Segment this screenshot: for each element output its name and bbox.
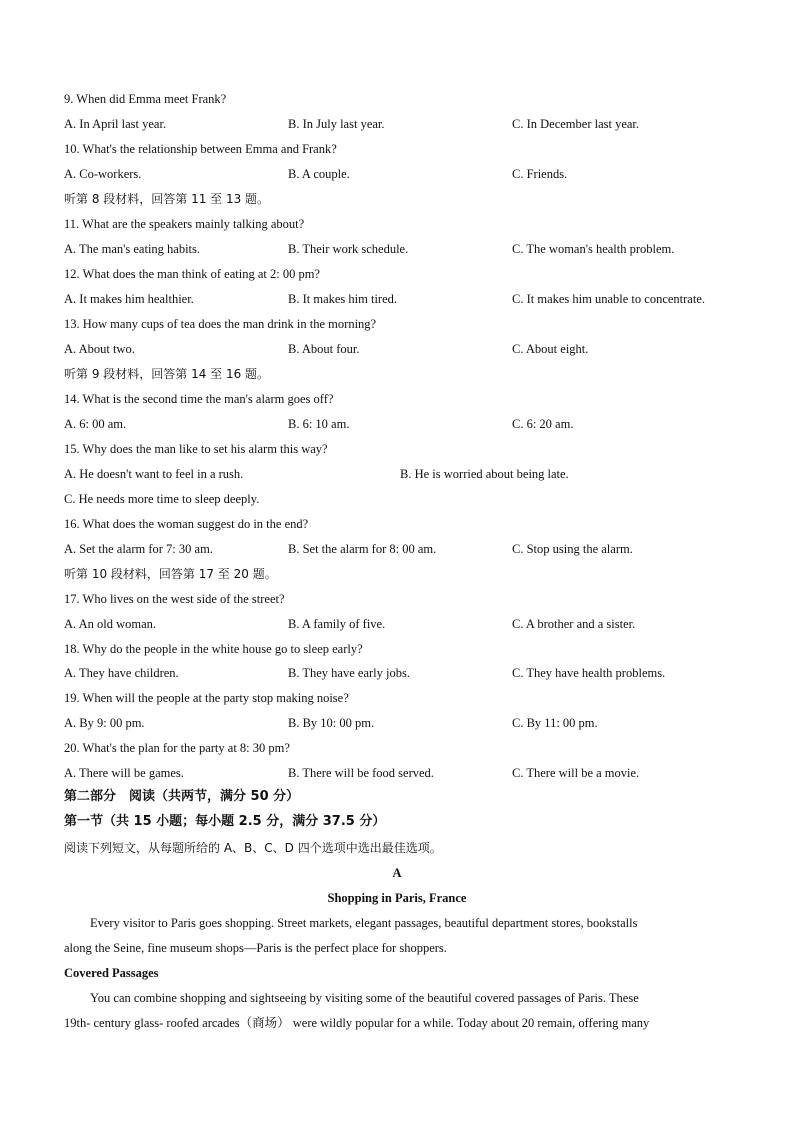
passage-letter: A (392, 866, 402, 880)
option-b: B. By 10: 00 pm. (288, 716, 375, 730)
option-a: A. The man's eating habits. (64, 242, 201, 256)
section-title: 第一节（共 15 小题；每小题 2.5 分，满分 37.5 分） (64, 814, 386, 829)
option-b: B. About four. (288, 342, 360, 356)
option-c: C. The woman's health problem. (512, 242, 675, 256)
option-a: A. Co-workers. (64, 167, 142, 181)
option-b: B. Their work schedule. (288, 242, 409, 256)
question-14: 14. What is the second time the man's alarm goes off? (64, 392, 334, 406)
listening-section-instruction: 听第 10 段材料，回答第 17 至 20 题。 (64, 567, 277, 581)
question-10: 10. What's the relationship between Emma and Frank? (64, 142, 337, 156)
question-18: 18. Why do the people in the white house go to sleep early? (64, 642, 363, 656)
option-c: C. Stop using the alarm. (512, 542, 633, 556)
option-a: A. There will be games. (64, 766, 184, 780)
option-a: A. About two. (64, 342, 135, 356)
option-a: A. An old woman. (64, 617, 157, 631)
listening-section-instruction: 听第 8 段材料，回答第 11 至 13 题。 (64, 192, 270, 206)
paragraph-line: You can combine shopping and sightseeing by visiting some of the beautiful covered passages of Paris. These (90, 991, 639, 1005)
option-c: C. In December last year. (512, 117, 640, 131)
option-c: C. A brother and a sister. (512, 617, 636, 631)
option-c: C. They have health problems. (512, 666, 666, 680)
question-12: 12. What does the man think of eating at 2: 00 pm? (64, 267, 320, 281)
subheading: Covered Passages (64, 966, 159, 980)
option-b: B. In July last year. (288, 117, 385, 131)
option-c: C. He needs more time to sleep deeply. (64, 492, 260, 506)
option-b: B. A couple. (288, 167, 350, 181)
option-b: B. Set the alarm for 8: 00 am. (288, 542, 437, 556)
question-13: 13. How many cups of tea does the man drink in the morning? (64, 317, 377, 331)
paragraph-line: along the Seine, fine museum shops—Paris is the perfect place for shoppers. (64, 941, 447, 955)
question-11: 11. What are the speakers mainly talking about? (64, 217, 305, 231)
question-17: 17. Who lives on the west side of the street? (64, 592, 285, 606)
option-a: A. They have children. (64, 666, 179, 680)
option-c: C. Friends. (512, 167, 568, 181)
option-b: B. A family of five. (288, 617, 386, 631)
option-a: A. 6: 00 am. (64, 417, 127, 431)
option-a: A. In April last year. (64, 117, 167, 131)
option-b: B. There will be food served. (288, 766, 434, 780)
question-16: 16. What does the woman suggest do in the end? (64, 517, 309, 531)
option-b: B. He is worried about being late. (400, 467, 569, 481)
option-a: A. He doesn't want to feel in a rush. (64, 467, 244, 481)
option-c: C. 6: 20 am. (512, 417, 574, 431)
option-b: B. They have early jobs. (288, 666, 410, 680)
passage-title: Shopping in Paris, France (327, 891, 467, 905)
listening-section-instruction: 听第 9 段材料，回答第 14 至 16 题。 (64, 367, 270, 381)
option-c: C. It makes him unable to concentrate. (512, 292, 705, 306)
paragraph-line: 19th- century glass- roofed arcades（商场） were wildly popular for a while. Today about 20 remain, offering many (64, 1016, 650, 1030)
option-a: A. It makes him healthier. (64, 292, 194, 306)
part-title: 第二部分 阅读（共两节，满分 50 分） (64, 789, 300, 804)
question-15: 15. Why does the man like to set his alarm this way? (64, 442, 328, 456)
question-20: 20. What's the plan for the party at 8: 30 pm? (64, 741, 290, 755)
reading-instruction: 阅读下列短文，从每题所给的 A、B、C、D 四个选项中选出最佳选项。 (64, 841, 442, 855)
option-c: C. About eight. (512, 342, 589, 356)
option-c: C. By 11: 00 pm. (512, 716, 598, 730)
option-a: A. Set the alarm for 7: 30 am. (64, 542, 213, 556)
option-b: B. It makes him tired. (288, 292, 398, 306)
option-b: B. 6: 10 am. (288, 417, 350, 431)
option-c: C. There will be a movie. (512, 766, 640, 780)
question-9: 9. When did Emma meet Frank? (64, 92, 227, 106)
question-19: 19. When will the people at the party stop making noise? (64, 691, 349, 705)
option-a: A. By 9: 00 pm. (64, 716, 145, 730)
paragraph-line: Every visitor to Paris goes shopping. Street markets, elegant passages, beautiful department stores, bookstalls (90, 916, 638, 930)
